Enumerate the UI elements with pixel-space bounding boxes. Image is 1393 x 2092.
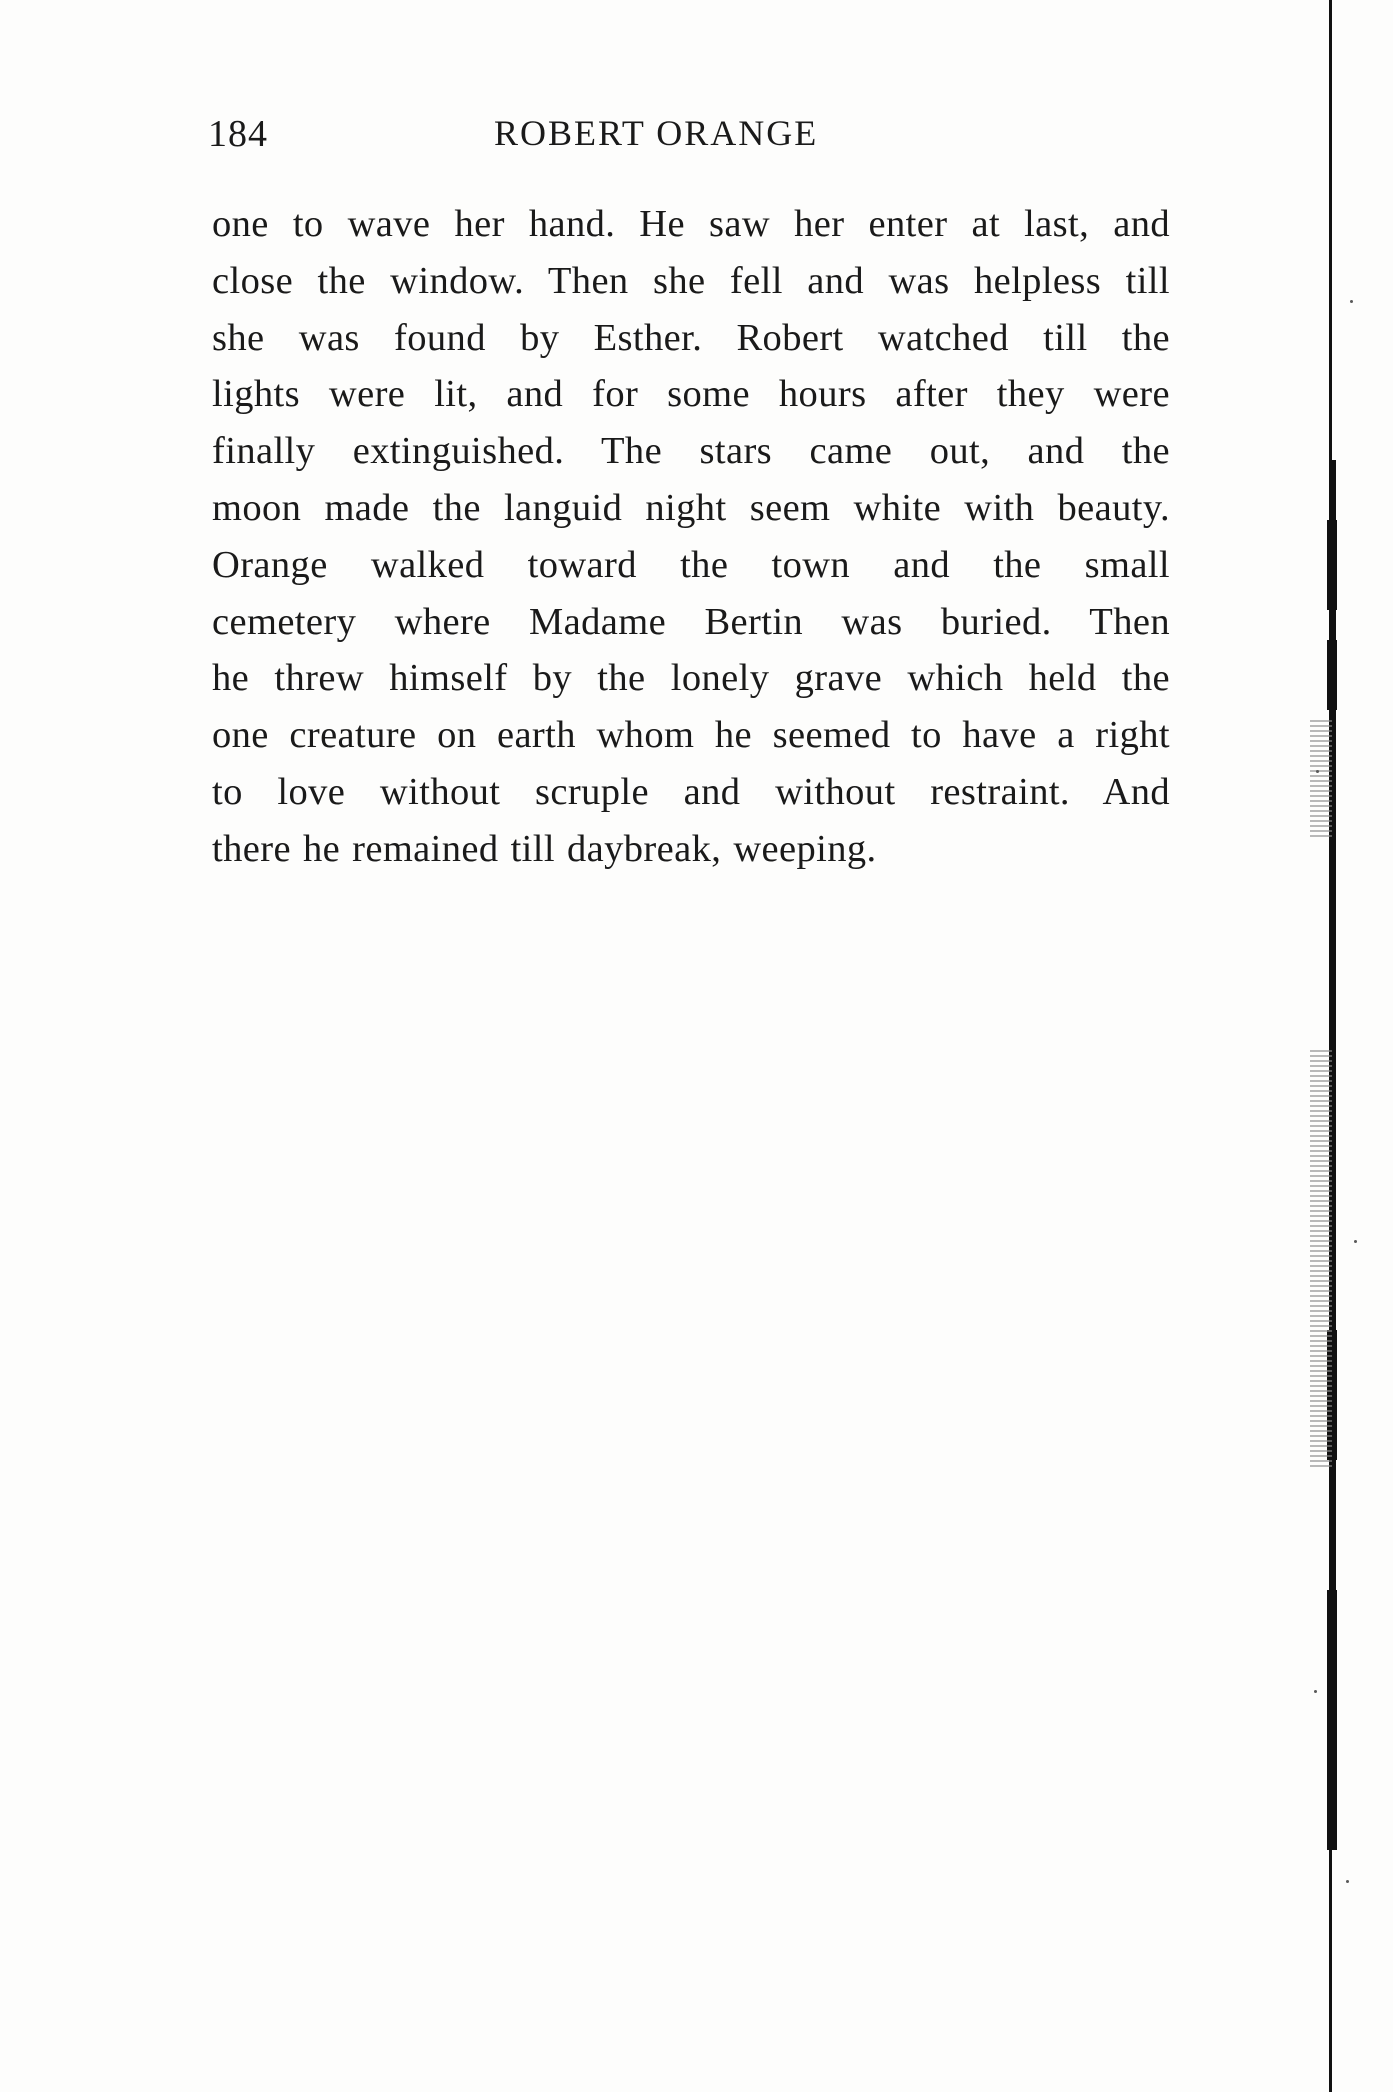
edge-rule xyxy=(1329,1850,1332,2092)
edge-rule xyxy=(1329,1460,1336,1590)
running-title: ROBERT ORANGE xyxy=(494,113,819,153)
running-head xyxy=(208,112,1168,162)
text-line: moon made the languid night seem white with beauty. xyxy=(212,486,1170,529)
binding-edge-scan-artifact xyxy=(1310,0,1393,2092)
text-line: finally extinguished. The stars came out, and the xyxy=(212,430,1170,473)
text-line: she was found by Esther. Robert watched till the xyxy=(212,316,1170,359)
text-line: Orange walked toward the town and the small xyxy=(212,543,1170,586)
text-line-last: there he remained till daybreak, weeping. xyxy=(212,827,877,870)
speckle xyxy=(1314,1690,1317,1693)
edge-bleed xyxy=(1310,720,1332,840)
text-line: he threw himself by the lonely grave which held the xyxy=(212,657,1170,700)
text-line: to love without scruple and without restraint. And xyxy=(212,770,1170,813)
page-number: 184 xyxy=(208,113,268,155)
text-line: one to wave her hand. He saw her enter at last, and xyxy=(212,203,1170,245)
text-line: close the window. Then she fell and was helpless till xyxy=(212,259,1170,302)
speckle xyxy=(1346,1880,1349,1883)
speckle xyxy=(1316,770,1319,773)
text-line: cemetery where Madame Bertin was buried. Then xyxy=(212,600,1170,643)
edge-bleed xyxy=(1310,1050,1332,1470)
edge-rule xyxy=(1327,640,1337,710)
speckle xyxy=(1354,1240,1357,1243)
speckle xyxy=(1350,300,1353,303)
edge-rule xyxy=(1327,520,1337,610)
edge-rule xyxy=(1327,1590,1337,1850)
edge-rule xyxy=(1329,0,1332,460)
text-line: lights were lit, and for some hours after they were xyxy=(212,373,1170,416)
text-line: one creature on earth whom he seemed to have a right xyxy=(212,714,1170,757)
body-text xyxy=(212,196,1170,878)
